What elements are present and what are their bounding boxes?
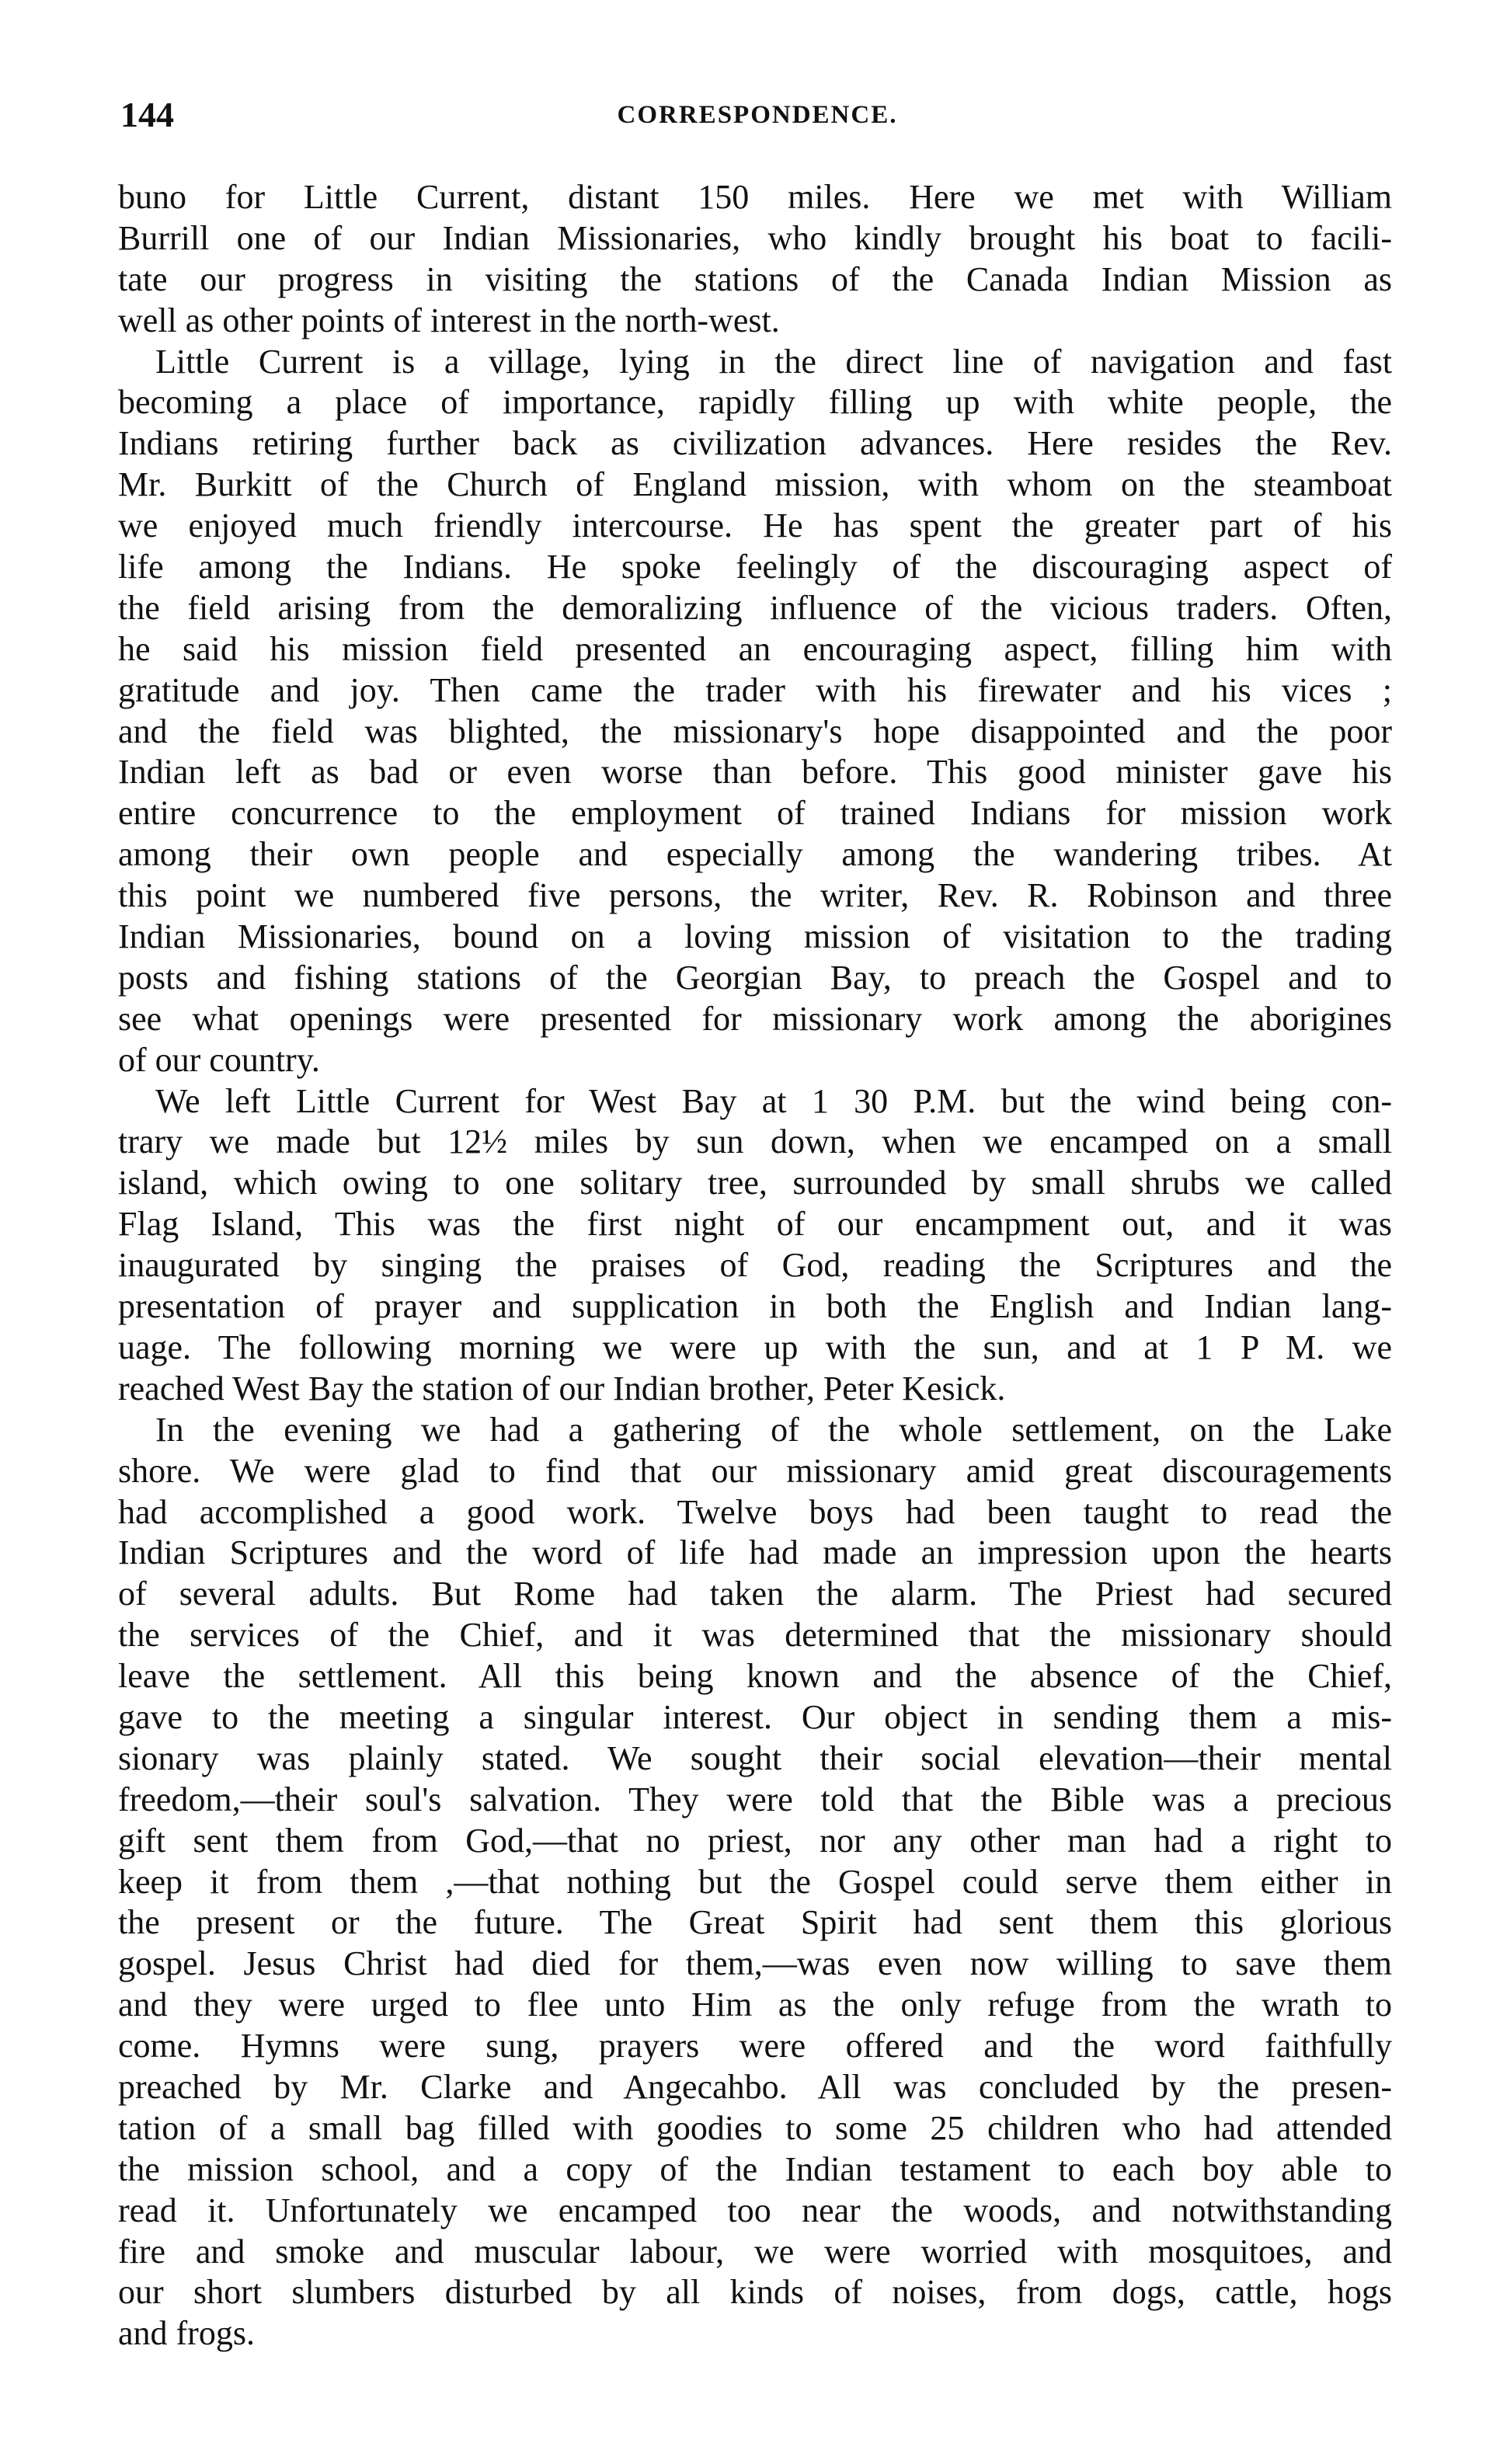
text-line: fire and smoke and muscular labour, we were worried with mosquitoes, and xyxy=(118,2232,1392,2271)
text-line: the mission school, and a copy of the Indian testament to each boy able to xyxy=(118,2149,1392,2188)
text-line: We left Little Current for West Bay at 1 30 P.M. but the wind being con- xyxy=(155,1081,1392,1120)
text-line: Mr. Burkitt of the Church of England mission, with whom on the steamboat xyxy=(118,465,1392,504)
text-line: presentation of prayer and supplication in both the English and Indian lang- xyxy=(118,1287,1392,1326)
text-line: this point we numbered five persons, the writer, Rev. R. Robinson and three xyxy=(118,876,1392,915)
text-line: gift sent them from God,—that no priest, nor any other man had a right to xyxy=(118,1821,1392,1860)
text-line: Flag Island, This was the first night of our encampment out, and it was xyxy=(118,1205,1392,1244)
text-line: inaugurated by singing the praises of God, reading the Scriptures and the xyxy=(118,1246,1392,1285)
text-line: leave the settlement. All this being known and the absence of the Chief, xyxy=(118,1657,1392,1696)
text-line: preached by Mr. Clarke and Angecahbo. All was concluded by the presen- xyxy=(118,2067,1392,2106)
text-line: sionary was plainly stated. We sought their social elevation—their mental xyxy=(118,1738,1392,1777)
text-line: and they were urged to flee unto Him as the only refuge from the wrath to xyxy=(118,1985,1392,2024)
text-line: we enjoyed much friendly intercourse. He has spent the greater part of his xyxy=(118,506,1392,545)
text-line: the services of the Chief, and it was determined that the missionary should xyxy=(118,1616,1392,1655)
text-line: had accomplished a good work. Twelve boys had been taught to read the xyxy=(118,1492,1392,1531)
text-line: gratitude and joy. Then came the trader with his firewater and his vices ; xyxy=(118,670,1392,709)
text-line: trary we made but 12½ miles by sun down, when we encamped on a small xyxy=(118,1122,1392,1161)
text-line: shore. We were glad to find that our missionary amid great discouragements xyxy=(118,1451,1392,1490)
text-line: gospel. Jesus Christ had died for them,—was even now willing to save them xyxy=(118,1944,1392,1983)
text-line: of our country. xyxy=(118,1040,320,1079)
text-line: well as other points of interest in the north-west. xyxy=(118,301,780,339)
text-line: becoming a place of importance, rapidly filling up with white people, the xyxy=(118,383,1392,422)
text-line: Indian Scriptures and the word of life had made an impression upon the hearts xyxy=(118,1533,1392,1572)
text-line: and frogs. xyxy=(118,2314,255,2353)
text-line: come. Hymns were sung, prayers were offered and the word faithfully xyxy=(118,2027,1392,2066)
text-line: of several adults. But Rome had taken the alarm. The Priest had secured xyxy=(118,1575,1392,1613)
text-line: among their own people and especially among the wandering tribes. At xyxy=(118,835,1392,874)
text-line: island, which owing to one solitary tree, surrounded by small shrubs we called xyxy=(118,1164,1392,1202)
text-line: Burrill one of our Indian Missionaries, who kindly brought his boat to facili- xyxy=(118,218,1392,257)
body-text xyxy=(118,177,1392,2354)
text-line: tation of a small bag filled with goodies to some 25 children who had attended xyxy=(118,2108,1392,2147)
text-line: the present or the future. The Great Spirit had sent them this glorious xyxy=(118,1903,1392,1942)
text-line: tate our progress in visiting the stations of the Canada Indian Mission as xyxy=(118,259,1392,298)
text-line: gave to the meeting a singular interest. Our object in sending them a mis- xyxy=(118,1697,1392,1736)
text-line: uage. The following morning we were up with the sun, and at 1 P M. we xyxy=(118,1328,1392,1366)
text-line: freedom,—their soul's salvation. They were told that the Bible was a precious xyxy=(118,1780,1392,1818)
text-line: see what openings were presented for missionary work among the aborigines xyxy=(118,999,1392,1038)
text-line: Indian Missionaries, bound on a loving mission of visitation to the trading xyxy=(118,917,1392,956)
text-line: entire concurrence to the employment of trained Indians for mission work xyxy=(118,794,1392,833)
text-line: he said his mission field presented an encouraging aspect, filling him with xyxy=(118,629,1392,668)
text-line: Little Current is a village, lying in the direct line of navigation and fast xyxy=(155,342,1392,381)
text-line: In the evening we had a gathering of the whole settlement, on the Lake xyxy=(155,1410,1392,1449)
text-line: buno for Little Current, distant 150 miles. Here we met with William xyxy=(118,178,1392,216)
text-line: keep it from them ,—that nothing but the Gospel could serve them either in xyxy=(118,1862,1392,1901)
text-line: our short slumbers disturbed by all kinds of noises, from dogs, cattle, hogs xyxy=(118,2273,1392,2312)
text-line: reached West Bay the station of our Indian brother, Peter Kesick. xyxy=(118,1369,1006,1408)
text-line: read it. Unfortunately we encamped too near the woods, and notwithstanding xyxy=(118,2191,1392,2229)
running-title: CORRESPONDENCE. xyxy=(617,101,898,129)
text-line: posts and fishing stations of the Georgian Bay, to preach the Gospel and to xyxy=(118,958,1392,997)
running-head xyxy=(120,92,1394,138)
text-line: Indians retiring further back as civilization advances. Here resides the Rev. xyxy=(118,424,1392,463)
text-line: Indian left as bad or even worse than before. This good minister gave his xyxy=(118,753,1392,792)
text-line: the field arising from the demoralizing influence of the vicious traders. Often, xyxy=(118,588,1392,627)
page-number: 144 xyxy=(120,95,174,134)
text-line: and the field was blighted, the missionary's hope disappointed and the poor xyxy=(118,712,1392,750)
text-line: life among the Indians. He spoke feelingly of the discouraging aspect of xyxy=(118,548,1392,586)
